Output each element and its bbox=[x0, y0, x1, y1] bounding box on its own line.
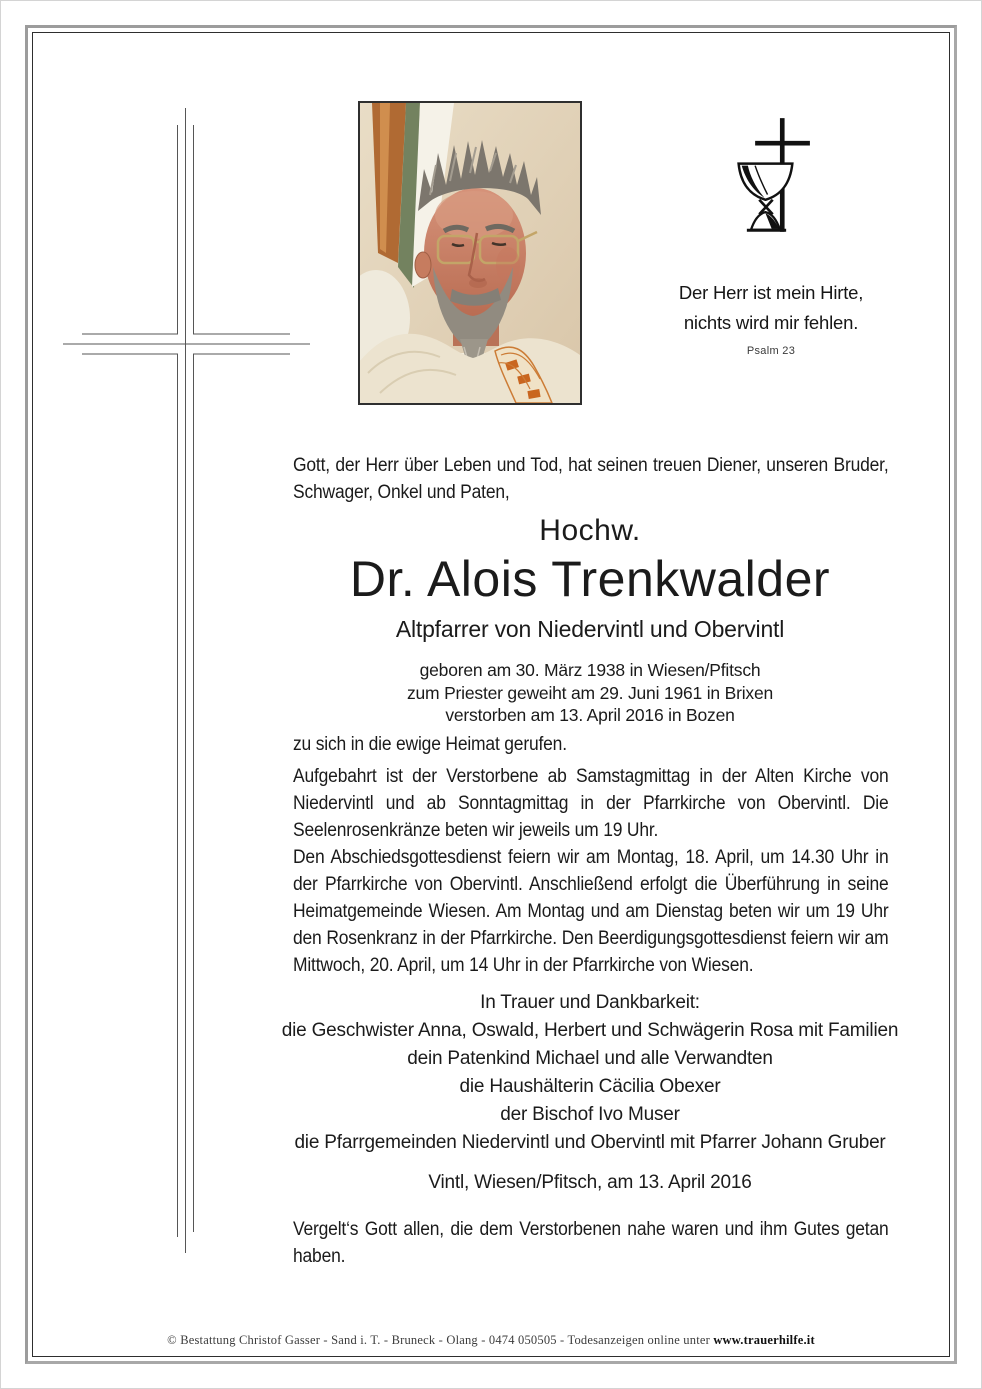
honorific: Hochw. bbox=[539, 514, 641, 547]
portrait-photo bbox=[358, 101, 582, 405]
psalm-line-2: nichts wird mir fehlen. bbox=[683, 311, 859, 333]
mourner-line: die Haushälterin Cäcilia Obexer bbox=[459, 1076, 721, 1097]
announcement-paragraph-1: Aufgebahrt ist der Verstorbene ab Samstagmittag in der Alten Kirche von Niedervintl und ab Sonntagmittag in der Pfarrkirche von Obervintl. Die Seelenrosenkränze beten wir jeweils um 19 Uhr. bbox=[293, 766, 889, 841]
psalm-line-1: Der Herr ist mein Hirte, bbox=[678, 282, 864, 303]
intro-text: Gott, der Herr über Leben und Tod, hat seinen treuen Diener, unseren Bruder, Schwager, Onkel und Paten, bbox=[293, 455, 889, 503]
deceased-role: Altpfarrer von Niedervintl und Obervintl bbox=[395, 616, 785, 642]
mourner-line: der Bischof Ivo Muser bbox=[500, 1104, 680, 1125]
called-home-text: zu sich in die ewige Heimat gerufen. bbox=[293, 734, 567, 755]
intro-paragraph bbox=[293, 452, 889, 506]
chalice-cross-icon bbox=[728, 114, 836, 238]
called-home-line bbox=[293, 731, 889, 758]
mourner-line: dein Patenkind Michael und alle Verwandten bbox=[407, 1048, 773, 1069]
footer-text: © Bestattung Christof Gasser - Sand i. T. - Bruneck - Olang - 0474 050505 - Todesanzeigen online unter bbox=[167, 1333, 714, 1347]
mourner-line: die Geschwister Anna, Oswald, Herbert und Schwägerin Rosa mit Familien bbox=[281, 1020, 899, 1041]
place-date-line: Vintl, Wiesen/Pfitsch, am 13. April 2016 bbox=[428, 1172, 752, 1193]
vita-block bbox=[238, 659, 942, 727]
announcement-paragraph-2: Den Abschiedsgottesdienst feiern wir am Montag, 18. April, um 14.30 Uhr in der Pfarrkirche von Obervintl. Anschließend erfolgt die Überführung in seine Heimatgemeinde Wiesen. Am Montag und am Dienstag beten wir um 19 Uhr den Rosenkranz in der Pfarrkirche. Den Beerdigungsgottesdienst feiern wir am Mittwoch, 20. April, um 14 Uhr in der Pfarrkirche von Wiesen. bbox=[293, 847, 889, 976]
footer-website: www.trauerhilfe.it bbox=[713, 1333, 815, 1347]
announcement-block bbox=[293, 763, 889, 979]
thanks-text: Vergelt‘s Gott allen, die dem Verstorbenen nahe waren und ihm Gutes getan haben. bbox=[293, 1219, 889, 1267]
thanks-block bbox=[293, 1216, 889, 1270]
psalm-source: Psalm 23 bbox=[746, 345, 796, 357]
vita-ordained: zum Priester geweiht am 29. Juni 1961 in Brixen bbox=[406, 682, 774, 703]
mourning-header: In Trauer und Dankbarkeit: bbox=[480, 992, 700, 1013]
deceased-name: Dr. Alois Trenkwalder bbox=[349, 551, 831, 607]
vita-died: verstorben am 13. April 2016 in Bozen bbox=[445, 705, 735, 725]
psalm-quote bbox=[640, 278, 902, 358]
mourners-block bbox=[238, 989, 942, 1157]
undertaker-footer bbox=[34, 1333, 948, 1348]
vita-born: geboren am 30. März 1938 in Wiesen/Pfitsch bbox=[419, 660, 761, 680]
mourner-line: die Pfarrgemeinden Niedervintl und Obervintl mit Pfarrer Johann Gruber bbox=[294, 1132, 886, 1153]
